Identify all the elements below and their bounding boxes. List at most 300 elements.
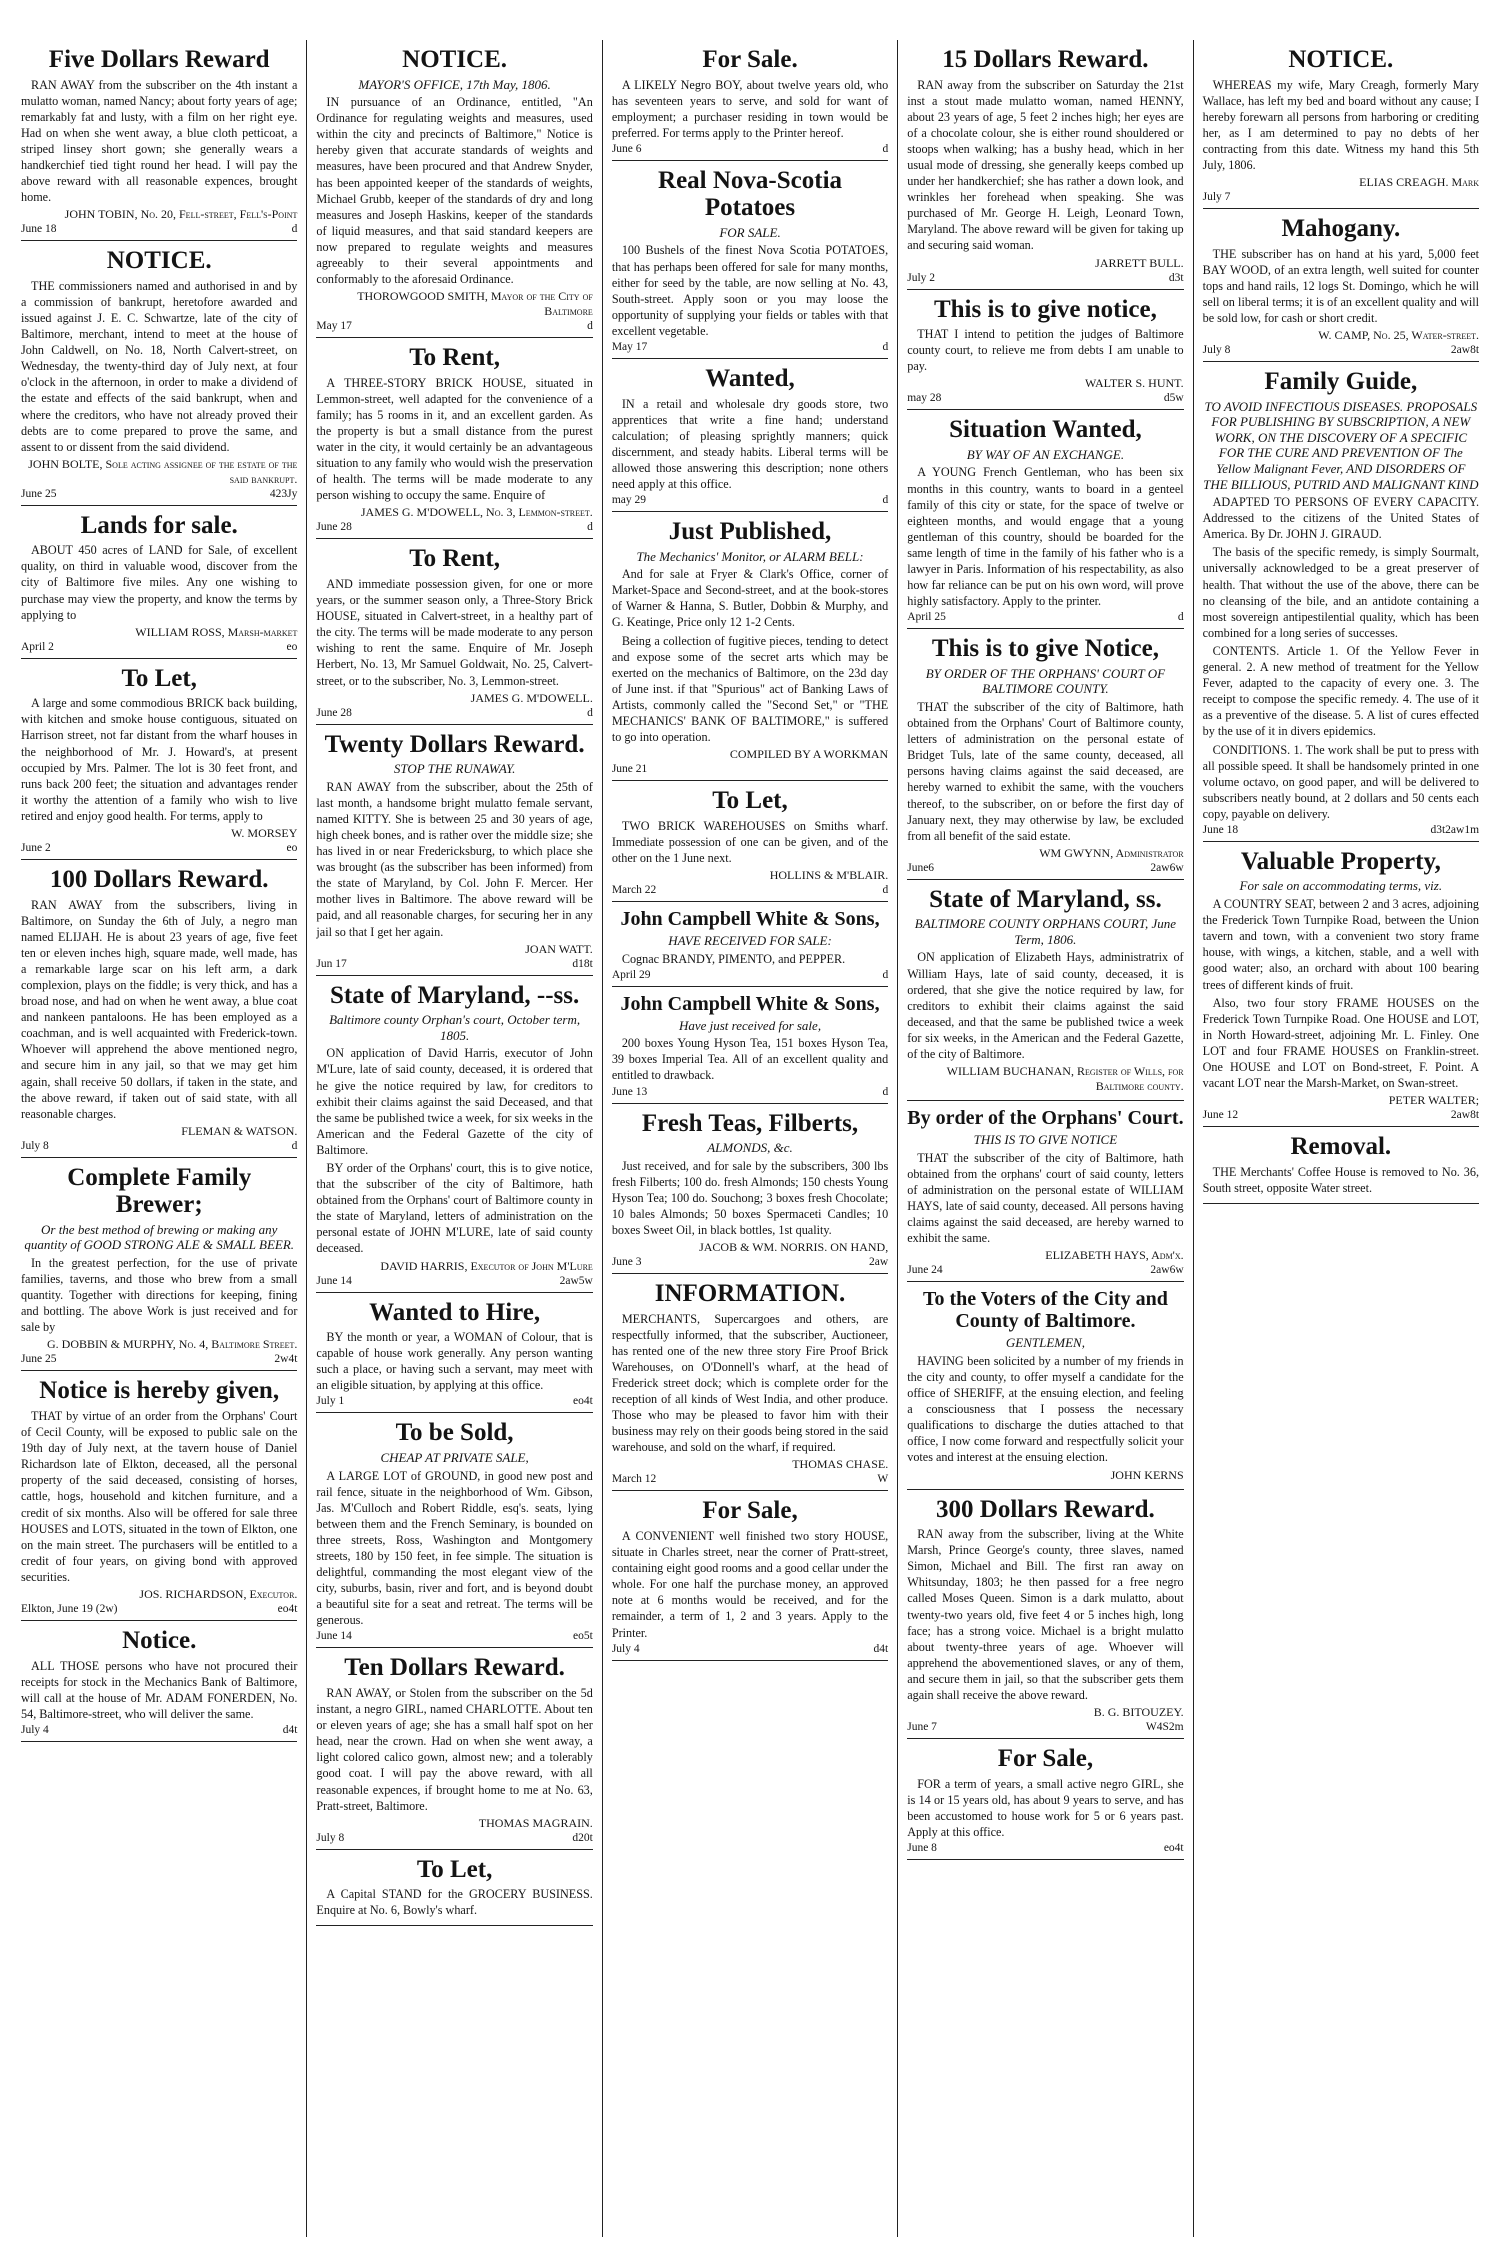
- ad-dateline: [612, 341, 888, 353]
- ad-signature: JAMES G. M'DOWELL, No. 3, Lemmon-street.: [360, 505, 593, 520]
- ad-insertion-mark: 2aw: [869, 1256, 889, 1269]
- ad-paragraph: RAN AWAY from the subscriber on the 4th instant a mulatto woman, named Nancy; about forty years of age; remarkably fat and lusty, with a film on her right eye. Had on when she went away, a blue cloth petticoat, a striped linsey short gown; she generally wears a handkerchief tied tight round her head. I will pay the above reward with all reasonable expences, brought home.: [21, 77, 298, 205]
- ad-signature: JACOB & WM. NORRIS. ON HAND,: [699, 1240, 889, 1255]
- ad-title: NOTICE.: [106, 247, 212, 275]
- ad-signature: DAVID HARRIS, Executor of John M'Lure: [380, 1258, 593, 1273]
- ad-paragraph: THAT I intend to petition the judges of Baltimore county court, to relieve me from debts I am unable to pay.: [907, 327, 1184, 374]
- ad-insertion-mark: eo4t: [1163, 1841, 1184, 1854]
- ad-paragraph: RAN AWAY, or Stolen from the subscriber on the 5d instant, a negro GIRL, named CHARLOTTE. About ten or eleven years of age; she has a small half spot on her head, near the crown. Had on when she went away, a light colored calico gown, almost new; and a tolerably good coat. I will pay the above reward, with all reasonable expences, if brought home to me at No. 63, Pratt-street, Baltimore.: [316, 1685, 593, 1813]
- ad-title: Fresh Teas, Filberts,: [641, 1109, 859, 1137]
- ad-insertion-mark: 2aw8t: [1450, 1109, 1480, 1122]
- ad-insertion-mark: d: [587, 706, 593, 719]
- ad-date: June 6: [611, 142, 642, 155]
- ad-body: [1203, 896, 1479, 1091]
- ad-subtitle: CHEAP AT PRIVATE SALE,: [380, 1449, 529, 1465]
- ad-dateline: [612, 884, 888, 896]
- ad-paragraph: CONDITIONS. 1. The work shall be put to press with all possible speed. It shall be handsomely printed in one volume octavo, on good paper, and will be delivered to subscribers neatly bound, at 2 dollars and 50 cents each copy, payable on delivery.: [1202, 742, 1480, 821]
- ad-paragraph: ABOUT 450 acres of LAND for Sale, of excellent quality, on third in valuable wood, discover from the city of Baltimore five miles. Any one wishing to purchase may view the property, and know the terms by applying to: [21, 543, 298, 622]
- ad-title: Twenty Dollars Reward.: [324, 730, 585, 758]
- ad-title: For Sale.: [702, 46, 798, 73]
- ad-dateline: [907, 611, 1183, 623]
- ad-body: [612, 1158, 888, 1238]
- ad-paragraph: THE commissioners named and authorised in and by a commission of bankrupt, heretofore awarded and issued against J. E. C. Schwartze, late of the city of Baltimore, merchant, intend to meet at the house of John Caldwell, on No. 18, North Calvert-street, on Wednesday, the twenty-third day of July next, at four o'clock in the afternoon, in order to make a dividend of the estate and effects of the said bankrupt, when and where the creditors, who have not already proved their debts are to come prepared to prove the same, and assent to or dissent from the said dividend.: [21, 278, 298, 454]
- ad-title: Five Dollars Reward: [48, 46, 270, 73]
- ad-paragraph: In the greatest perfection, for the use of private families, taverns, and those who brew from a small quantity. Together with directions for keeping, fining and bottling. The above Work is just received and for sale by: [21, 1256, 298, 1335]
- ad-dateline: [612, 763, 888, 775]
- ad-body: [907, 949, 1183, 1062]
- advertisement: [21, 1158, 297, 1372]
- ad-dateline: [21, 1140, 297, 1152]
- column-1: [12, 40, 307, 2237]
- ad-date: may 29: [611, 494, 646, 507]
- ad-body: [21, 897, 297, 1122]
- ad-paragraph: 200 boxes Young Hyson Tea, 151 boxes Hyson Tea, 39 boxes Imperial Tea. All of an excellent quality and entitled to drawback.: [611, 1036, 889, 1083]
- ad-signature: WILLIAM BUCHANAN, Register of Wills, for Baltimore county.: [946, 1064, 1184, 1094]
- advertisement: [612, 1104, 888, 1275]
- ad-paragraph: ADAPTED TO PERSONS OF EVERY CAPACITY. Addressed to the citizens of the United States of America. By Dr. JOHN J. GIRAUD.: [1202, 495, 1480, 542]
- ad-dateline: [612, 494, 888, 506]
- ad-insertion-mark: d3t: [1168, 271, 1184, 284]
- advertisement: [612, 1491, 888, 1660]
- ad-dateline: [907, 1264, 1183, 1276]
- ad-title: Removal.: [1290, 1133, 1392, 1161]
- ad-dateline: [316, 707, 592, 719]
- advertisement: [21, 40, 297, 241]
- ad-body: [21, 77, 297, 206]
- ad-title: To be Sold,: [395, 1419, 514, 1447]
- ad-subtitle: GENTLEMEN,: [1005, 1335, 1085, 1351]
- ad-title: INFORMATION.: [654, 1280, 846, 1308]
- advertisement: [612, 1274, 888, 1491]
- ad-insertion-mark: d: [587, 521, 593, 534]
- ad-subtitle: BY WAY OF AN EXCHANGE.: [966, 446, 1125, 462]
- advertisement: [316, 1293, 592, 1414]
- ad-insertion-mark: d4t: [873, 1642, 889, 1655]
- ad-body: [316, 576, 592, 689]
- ad-paragraph: A YOUNG French Gentleman, who has been six months in this country, wants to board in a genteel family of this city or state, for the space of twelve or eighteen months, and would engage that a young gentleman of this country, should be boarded for the same length of time in the family of his father who is a lawyer in Paris. Information of his respectability, as also how far reliance can be put on his own word, will prove highly satisfactory. Apply to the printer.: [907, 465, 1184, 609]
- ad-signature: ELIZABETH HAYS, Adm'x.: [1045, 1248, 1184, 1263]
- ad-paragraph: AND immediate possession given, for one or more years, or the summer season only, a Three-Story Brick HOUSE, situated in Calvert-street, in a healthy part of the city. The terms will be made moderate to any person wishing to rent the same. Enquire of Mr. Joseph Herbert, No. 13, Mr Samuel Goldwait, No. 25, Calvert-street, or to the subscriber, No. 3, Lemmon-street.: [316, 576, 593, 688]
- advertisement: [1203, 362, 1479, 842]
- ad-body: [612, 396, 888, 493]
- ad-dateline: [907, 272, 1183, 284]
- ad-date: Elkton, June 19 (2w): [21, 1603, 118, 1615]
- ad-date: June 12: [1202, 1109, 1239, 1122]
- ad-body: [907, 326, 1183, 374]
- ad-insertion-mark: 2aw5w: [559, 1274, 593, 1287]
- ad-paragraph: A LIKELY Negro BOY, about twelve years old, who has seventeen years to serve, and sold for want of employment; a purchaser residing in town would be preferred. For terms apply to the Printer hereof.: [611, 77, 889, 140]
- ad-dateline: [21, 1724, 297, 1736]
- ad-date: Jun 17: [316, 957, 347, 970]
- ad-title: Lands for sale.: [80, 511, 238, 539]
- ad-paragraph: A large and some commodious BRICK back building, with kitchen and smoke house contiguous, situated on Harrison street, not far distant from the wharf houses in the neighborhood of Mr. J. Howard's, at present occupied by Mrs. Palmer. The lot is 30 feet front, and runs back 200 feet; the situation and advantages render it worthy the attention of a family who wish to live retired and enjoy good health. For terms, apply to: [21, 696, 298, 823]
- ad-body: [316, 779, 592, 940]
- advertisement: [21, 860, 297, 1158]
- ad-paragraph: ON application of Elizabeth Hays, administratrix of William Hays, late of said county, deceased, it is ordered, that she give the notice required by law, for creditors to exhibit their claims against the said deceased, and that the same be published twice a week for six weeks, in the American and the Federal Gazette, of the city of Baltimore.: [907, 950, 1184, 1062]
- ad-body: [21, 278, 297, 455]
- ad-title: To Let,: [416, 1855, 493, 1883]
- ad-paragraph: RAN AWAY from the subscribers, living in Baltimore, on Sunday the 6th of July, a negro man named ELIJAH. He is about 23 years of age, five feet ten or eleven inches high, square made, well made, has a remarkable large scar on his left arm, a dark complexion, plays on the fiddle; is very thick, and has a broad nose, and had on when he went away, a blue coat and nankeen pantaloons. He has been employed as a coachman, and is well acquainted with Frederick-town. Whoever will apprehend the above mentioned negro, and secure him in any jail, so that we may get him again, shall receive 50 dollars, if taken in the state, and the above reward, if taken out of said state, with all reasonable charges.: [21, 897, 298, 1121]
- ad-body: [612, 818, 888, 866]
- ad-title: State of Maryland, --ss.: [329, 981, 580, 1009]
- ad-paragraph: BY order of the Orphans' court, this is to give notice, that the subscriber of the city of Baltimore, hath obtained from the Orphans' court of Baltimore county in the state of Maryland, letters of administration on the personal estate of JOHN M'LURE, late of said county deceased.: [316, 1161, 593, 1256]
- ad-title: John Campbell White & Sons,: [620, 992, 880, 1015]
- advertisement: [21, 1371, 297, 1621]
- ad-date: May 17: [316, 320, 352, 333]
- advertisement: [907, 1490, 1183, 1740]
- ad-paragraph: Just received, and for sale by the subscribers, 300 lbs fresh Filberts; 100 do. fresh Almonds; 150 chests Young Hyson Tea; 100 do. Souchong; 3 boxes fresh Chocolate; 10 bales Almonds; 50 boxes Spermaceti Candles; 10 boxes Sweet Oil, in black bottles, 1st quality.: [611, 1158, 889, 1238]
- ad-date: May 17: [611, 341, 648, 354]
- ad-paragraph: RAN AWAY from the subscriber, about the 25th of last month, a handsome bright mulatto female servant, named KITTY. She is between 25 and 30 years of age, high cheek bones, and is rather over the middle size; she has lived in or near Fredericksburg, to which place she was brought (as the subscriber has been informed) from the state of Maryland, by Col. John F. Mercer. Her mother lives in Baltimore. The above reward will be paid, and all reasonable charges, for securing her in any jail so that I get her again.: [316, 779, 593, 939]
- ad-dateline: [1203, 344, 1479, 356]
- ad-title: Situation Wanted,: [949, 416, 1142, 444]
- ad-title: To Let,: [712, 787, 788, 815]
- ad-title: Notice is hereby given,: [39, 1377, 280, 1405]
- ad-insertion-mark: d18t: [572, 957, 593, 970]
- advertisement: [21, 1621, 297, 1742]
- advertisement: [21, 241, 297, 506]
- ad-paragraph: The basis of the specific remedy, is simply Sourmalt, universally acknowledged to be a great preserver of health. That without the use of the above, there can be no cleansing of the bile, and an antidote containing a most sovereign antipestilential quality, which has been combined for a long series of successes.: [1202, 545, 1480, 640]
- ad-insertion-mark: d: [882, 1085, 889, 1098]
- ad-date: June6: [907, 861, 935, 874]
- ad-insertion-mark: 2w4t: [274, 1353, 298, 1366]
- ad-title: To Rent,: [409, 545, 500, 573]
- ad-body: [907, 77, 1183, 254]
- advertisement: [612, 359, 888, 512]
- ad-subtitle: MAYOR'S OFFICE, 17th May, 1806.: [358, 76, 551, 92]
- ad-insertion-mark: d3t2aw1m: [1430, 823, 1480, 836]
- ad-body: [21, 1658, 297, 1722]
- advertisement: [316, 976, 592, 1293]
- ad-date: June 18: [1202, 823, 1239, 836]
- ad-title: Real Nova-Scotia Potatoes: [658, 166, 843, 222]
- ad-subtitle: For sale on accommodating terms, viz.: [1239, 878, 1443, 894]
- ad-signature: THOMAS MAGRAIN.: [478, 1815, 593, 1830]
- ad-title: NOTICE.: [402, 46, 508, 73]
- ad-signature: THOROWGOOD SMITH, Mayor of the City of Baltimore: [357, 289, 593, 319]
- advertisement: [21, 506, 297, 659]
- ad-date: June 25: [21, 487, 57, 500]
- ad-title: To Let,: [121, 664, 197, 692]
- ad-title: Mahogany.: [1281, 215, 1401, 243]
- ad-body: [907, 1150, 1183, 1247]
- column-3: [603, 40, 898, 2237]
- ad-subtitle: FOR SALE.: [719, 224, 781, 240]
- ad-title: Wanted to Hire,: [369, 1298, 541, 1326]
- ad-paragraph: Being a collection of fugitive pieces, tending to detect and expose some of the secret arts which may be exerted on the mechanics of Baltimore, on the 23d day of June inst. if that "Spurious" act of Banking Laws of Artists, commonly called the "Second Set," or "THE MECHANICS' BANK OF BALTIMORE," is suffered to go into operation.: [611, 633, 889, 745]
- ad-dateline: [612, 1256, 888, 1268]
- ad-date: July 8: [316, 1831, 345, 1844]
- ad-date: July 4: [611, 1642, 640, 1655]
- ad-body: [316, 1329, 592, 1393]
- ad-body: [21, 1408, 297, 1585]
- ad-signature: JARRETT BULL.: [1095, 255, 1184, 270]
- ad-date: June 24: [907, 1264, 943, 1277]
- ad-paragraph: IN a retail and wholesale dry goods store, two apprentices that write a fine hand; understand calculation; of pleasing sprightly manners; quick discernment, and steady habits. Liberal terms will be allowed those answering this description; none others need apply at this office.: [611, 396, 889, 491]
- ad-body: [316, 1468, 592, 1629]
- advertisement: [316, 1850, 592, 1927]
- advertisement: [612, 512, 888, 781]
- ad-dateline: [1203, 824, 1479, 836]
- ad-title: State of Maryland, ss.: [929, 885, 1162, 913]
- advertisement: [612, 781, 888, 902]
- ad-title: Complete Family Brewer;: [67, 1163, 252, 1219]
- ad-dateline: [612, 1086, 888, 1098]
- ad-body: [907, 1353, 1183, 1466]
- ad-title: This is to give notice,: [933, 295, 1157, 323]
- ad-paragraph: A THREE-STORY BRICK HOUSE, situated in Lemmon-street, well adapted for the convenience of a family; has 5 rooms in it, and an excellent garden. As the property is but a small distance from the purest water in the city, it would certainly be an advantageous situation to any family who would wish the preservation of health. The terms will be made moderate to any person wishing to occupy the same. Enquire of: [316, 375, 593, 503]
- ad-body: [316, 1886, 592, 1918]
- ad-date: April 2: [21, 640, 54, 653]
- ad-title: Family Guide,: [1264, 368, 1418, 396]
- ad-body: [612, 77, 888, 141]
- ad-date: June 7: [907, 1721, 937, 1734]
- ad-title: To the Voters of the City and County of Baltimore.: [923, 1288, 1168, 1333]
- ad-body: [316, 1045, 592, 1256]
- ad-body: [907, 1776, 1183, 1840]
- advertisement: [907, 880, 1183, 1101]
- advertisement: [1203, 842, 1479, 1127]
- column-5: [1194, 40, 1488, 2237]
- ad-signature: COMPILED BY A WORKMAN: [729, 747, 889, 762]
- ad-insertion-mark: d: [882, 884, 889, 896]
- ad-subtitle: ALMONDS, &c.: [707, 1140, 793, 1156]
- ad-date: June 21: [611, 763, 648, 776]
- ad-signature: JOHN BOLTE, Sole acting assignee of the estate of the said bankrupt.: [28, 456, 298, 486]
- ad-body: [907, 1526, 1183, 1703]
- ad-body: [1203, 494, 1479, 822]
- ad-insertion-mark: 2aw8t: [1450, 344, 1480, 357]
- ad-subtitle: Or the best method of brewing or making any quantity of GOOD STRONG ALE & SMALL BEER.: [24, 1221, 295, 1253]
- column-2: [307, 40, 602, 2237]
- ad-paragraph: A LARGE LOT of GROUND, in good new post and rail fence, situate in the neighborhood of Wm. Gibson, Jas. M'Culloch and Robert Riddle, esq's. seats, lying between them and the French Seminary, is bounded on three streets, Ross, Washington and Montgomery streets, 180 by 150 feet, in fee simple. The situation is delightful, commanding the most elegant view of the city, suburbs, basin, river and fort, and is beyond doubt a beautiful site for a seat and retreat. The terms will be generous.: [316, 1468, 593, 1628]
- ad-signature: JAMES G. M'DOWELL.: [470, 690, 593, 705]
- ad-signature: WM GWYNN, Administrator: [1039, 845, 1184, 860]
- ad-paragraph: BY the month or year, a WOMAN of Colour, that is capable of house work generally. Any person wanting such a place, or having such a servant, may meet with an eligible situation, by applying at this office.: [316, 1330, 593, 1393]
- ad-signature: ELIAS CREAGH. Mark: [1359, 175, 1480, 190]
- ad-paragraph: RAN away from the subscriber, living at the White Marsh, Prince George's county, three slaves, named Simon, Michael and Bill. The first ran away on Whitsunday, 1803; he then passed for a free negro called Moses Queen. Simon is a dark mulatto, about twenty-two years old, five feet 4 or 5 inches high, long face; has a strong voice. Michael is a bright mulatto about twenty-three years of age. Whoever will apprehend the abovementioned slaves, or any of them, and secure them in jail, so that the subscriber gets them again shall receive the above reward.: [907, 1527, 1184, 1702]
- ad-dateline: [612, 1643, 888, 1655]
- advertisement: [907, 410, 1183, 629]
- ad-paragraph: HAVING been solicited by a number of my friends in the city and county, to offer myself a candidate for the office of SHERIFF, at the ensuing election, and feeling a consciousness that I possess the necessary qualifications to discharge the duties attached to that office, I now come forward and respectfully solicit your votes and interest at the ensuing election.: [907, 1353, 1184, 1465]
- ad-paragraph: MERCHANTS, Supercargoes and others, are respectfully informed, that the subscriber, Auctioneer, has rented one of the new three story Fire Proof Brick Warehouses, on O'Donnell's wharf, at the head of Frederick street dock; which is complete order for the reception of all kinds of West India, and other produce. Those who may be pleased to favor him with their business may rely on their goods being stored in the said warehouse, and sold on the wharf, if required.: [611, 1311, 889, 1455]
- ad-insertion-mark: 2aw6w: [1150, 861, 1184, 874]
- ad-dateline: [612, 1473, 888, 1485]
- ad-signature: JOHN TOBIN, No. 20, Fell-street, Fell's-Point: [64, 207, 298, 222]
- ad-insertion-mark: d: [882, 142, 889, 155]
- ad-paragraph: THE subscriber has on hand at his yard, 5,000 feet BAY WOOD, of an extra length, well suited for counter tops and hand rails, 12 logs St. Domingo, which he will sell on liberal terms; it is of an excellent quality and will be sold low, for cash or short credit.: [1202, 246, 1480, 325]
- ad-signature: HOLLINS & M'BLAIR.: [769, 868, 889, 882]
- ad-paragraph: And for sale at Fryer & Clark's Office, corner of Market-Space and Second-street, and at the book-stores of Warner & Hanna, S. Butler, Dobbin & Murphy, and G. Keatinge, Price only 12 1-2 Cents.: [611, 567, 889, 630]
- ad-date: July 1: [316, 1395, 345, 1408]
- advertisement: [1203, 209, 1479, 362]
- ad-insertion-mark: d: [882, 341, 889, 354]
- ad-paragraph: IN pursuance of an Ordinance, entitled, "An Ordinance for regulating weights and measures, used within the city and precincts of Baltimore," Notice is hereby given that accurate standards of weights and measures, have been procured and that Andrew Snyder, has been appointed keeper of the standards of weights, Michael Grubb, keeper of the standards of dry and long measures and Joseph Haskins, keeper of the standards of liquid measures, and that said standard keepers are now prepared to regulate weights and measures agreeably to their several appointments and conformably to the aforesaid Ordinance.: [316, 95, 593, 287]
- ad-title: Valuable Property,: [1240, 847, 1441, 875]
- advertisement: [907, 290, 1183, 411]
- ad-paragraph: THAT by virtue of an order from the Orphans' Court of Cecil County, will be exposed to public sale on the 19th day of July next, at the tavern house of Daniel Richardson late of Elkton, deceased, all the personal property of the said deceased, consisting of horses, cattle, hogs, household and kitchen furniture, and a credit of six months. Also will be offered for sale three HOUSES and LOTS, situated in the town of Elkton, one on the main street. The purchasers will be entitled to a credit of four years, on giving bond with approved securities.: [21, 1408, 298, 1584]
- ad-subtitle: Have just received for sale,: [678, 1017, 822, 1033]
- ad-signature: JOAN WATT.: [525, 941, 593, 956]
- ad-insertion-mark: W4S2m: [1145, 1721, 1184, 1734]
- advertisement: [1203, 40, 1479, 209]
- ad-insertion-mark: d20t: [572, 1831, 593, 1844]
- ad-date: June 28: [316, 521, 352, 534]
- ad-body: [1203, 77, 1479, 174]
- ad-signature: WALTER S. HUNT.: [1084, 376, 1184, 391]
- ad-date: March 12: [611, 1473, 657, 1486]
- ad-dateline: [316, 1630, 592, 1642]
- ad-paragraph: A CONVENIENT well finished two story HOUSE, situate in Charles street, near the corner of Pratt-street, containing eight good rooms and a good cellar under the whole. For one half the purchase money, an approved note at 6 months would be received, and for the remainder, a term of 1, 2 and 3 years. Apply to the Printer.: [611, 1528, 889, 1640]
- ad-title: John Campbell White & Sons,: [620, 908, 880, 930]
- ad-subtitle: The Mechanics' Monitor, or ALARM BELL:: [636, 548, 864, 564]
- ad-body: [612, 1035, 888, 1083]
- ad-dateline: [21, 223, 297, 235]
- ad-body: [612, 1528, 888, 1641]
- ad-signature: FLEMAN & WATSON.: [181, 1123, 298, 1138]
- ad-dateline: [316, 1832, 592, 1844]
- ad-subtitle: TO AVOID INFECTIOUS DISEASES. PROPOSALS FOR PUBLISHING BY SUBSCRIPTION, A NEW WORK, ON THE DISCOVERY OF A SPECIFIC FOR THE CURE AND PREVENTION OF The Yellow Malignant Fever, AND DISORDERS OF THE BILLIOUS, PUTRID AND MALIGNANT KIND: [1203, 398, 1479, 492]
- ad-body: [612, 566, 888, 745]
- ad-date: June 2: [21, 842, 51, 854]
- ad-paragraph: THAT the subscriber of the city of Baltimore, hath obtained from the Orphans' Court of Baltimore county, letters of administration on the personal estate of Bridget Tuls, late of the same county, deceased, all persons having claims against the said deceased, are hereby warned to exhibit the same, with the vouchers thereof, to the subscriber, on or before the first day of January next, they may otherwise by law, be excluded from all benefit of the said estate.: [907, 699, 1184, 843]
- ad-insertion-mark: W: [877, 1473, 889, 1486]
- ad-paragraph: Also, two four story FRAME HOUSES on the Frederick Town Turnpike Road. One HOUSE and LOT, in North Howard-street, adjoining Mr. L. Finley. One LOT and four FRAME HOUSES on Franklin-street. One HOUSE and LOT on Bond-street, F. Point. A vacant LOT near the Marsh-Market, on Swan-street.: [1202, 995, 1480, 1091]
- ad-body: [907, 464, 1183, 609]
- ad-insertion-mark: eo: [286, 842, 298, 854]
- ad-paragraph: ALL THOSE persons who have not procured their receipts for stock in the Mechanics Bank of Baltimore, will call at the house of Mr. ADAM FONERDEN, No. 54, Baltimore-street, who will deliver the same.: [21, 1658, 298, 1721]
- ad-dateline: [316, 1395, 592, 1407]
- advertisement: [316, 725, 592, 976]
- advertisement: [612, 902, 888, 987]
- ad-title: Wanted,: [705, 365, 795, 393]
- ad-date: April 29: [611, 968, 651, 981]
- ad-signature: W. MORSEY: [231, 826, 298, 840]
- ad-paragraph: Cognac BRANDY, PIMENTO, and PEPPER.: [621, 951, 846, 966]
- ad-dateline: [21, 1603, 297, 1615]
- ad-subtitle: BALTIMORE COUNTY ORPHANS COURT, June Term, 1806.: [914, 916, 1177, 947]
- ad-title: For Sale,: [997, 1745, 1094, 1773]
- ad-paragraph: RAN away from the subscriber on Saturday the 21st inst a stout made mulatto woman, named HENNY, about 23 years of age, 5 feet 2 inches high; her eyes are of a chocolate colour, she is either round shouldered or stoops when walking; has a bushy head, which in her usual mode of dressing, she generally keeps combed up under her handkerchief; she has rather a down look, and wrinkles her forehead when speaking. She was purchased of Mr. George H. Leigh, Leonard Town, Maryland. The above reward will be given for taking up and securing said woman.: [907, 77, 1184, 253]
- ad-title: For Sale,: [702, 1497, 798, 1525]
- ad-title: 15 Dollars Reward.: [942, 46, 1149, 73]
- advertisement: [907, 1282, 1183, 1489]
- advertisement: [316, 539, 592, 724]
- ad-date: July 8: [21, 1139, 49, 1152]
- ad-insertion-mark: 423Jy: [269, 487, 298, 500]
- ad-insertion-mark: d: [1177, 611, 1184, 624]
- ad-title: Notice.: [122, 1627, 197, 1654]
- ad-title: Ten Dollars Reward.: [344, 1654, 565, 1682]
- ad-body: [21, 695, 297, 824]
- advertisement: [316, 40, 592, 338]
- ad-dateline: [907, 392, 1183, 404]
- ad-dateline: [1203, 1109, 1479, 1121]
- ad-subtitle: STOP THE RUNAWAY.: [393, 761, 516, 777]
- ad-date: April 25: [907, 611, 946, 624]
- ad-dateline: [21, 488, 297, 500]
- ad-paragraph: WHEREAS my wife, Mary Creagh, formerly Mary Wallace, has left my bed and board without any cause; I hereby forewarn all persons from harboring or crediting her, as I am determined to pay no debts of her contracting from this date. Witness my hand this 5th July, 1806.: [1202, 77, 1480, 172]
- ad-insertion-mark: eo: [286, 640, 298, 653]
- ad-date: July 8: [1202, 344, 1231, 357]
- ad-subtitle: BY ORDER OF THE ORPHANS' COURT OF BALTIMORE COUNTY.: [925, 665, 1166, 697]
- ad-dateline: [907, 1721, 1183, 1733]
- ad-paragraph: THE Merchants' Coffee House is removed to No. 36, South street, opposite Water street.: [1202, 1164, 1480, 1195]
- ad-paragraph: A COUNTRY SEAT, between 2 and 3 acres, adjoining the Frederick Town Turnpike Road, between the Union tavern and town, with a convenient two story frame house, with wings, a kitchen, stable, and a well with good water; also, an orchard with about 100 bearing trees of different kinds of fruit.: [1202, 897, 1480, 992]
- ad-paragraph: THAT the subscriber of the city of Baltimore, hath obtained from the orphans' court of said county, letters of administration on the personal estate of WILLIAM HAYS, late of said county, deceased. All persons having claims against the said deceased, are hereby warned to exhibit the same.: [907, 1150, 1184, 1246]
- ad-body: [316, 1685, 592, 1814]
- ad-insertion-mark: d5w: [1163, 392, 1184, 405]
- ad-paragraph: A Capital STAND for the GROCERY BUSINESS. Enquire at No. 6, Bowly's wharf.: [316, 1887, 593, 1918]
- ad-paragraph: ON application of David Harris, executor of John M'Lure, late of said county, deceased, it is ordered that he give the notice required by law, for creditors to exhibit their claims against the said Deceased, and that the same be published twice a week, for six weeks in the American and the Federal Gazette of the city of Baltimore.: [316, 1046, 593, 1157]
- ad-signature: W. CAMP, No. 25, Water-street.: [1318, 328, 1480, 343]
- ad-dateline: [21, 641, 297, 653]
- ad-body: [1203, 246, 1479, 326]
- ad-paragraph: CONTENTS. Article 1. Of the Yellow Fever in general. 2. A new method of treatment for the Yellow Fever, adapted to the capacity of every one. 3. The receipt to compose the specific remedy. 4. The use of it as a preventive of the disease. 5. A list of cures effected by the use of it in divers epidemics.: [1202, 643, 1480, 739]
- column-4: [898, 40, 1193, 2237]
- advertisement: [316, 338, 592, 539]
- ad-signature: G. DOBBIN & MURPHY, No. 4, Baltimore Street.: [47, 1337, 298, 1352]
- ad-title: 300 Dollars Reward.: [936, 1495, 1155, 1523]
- ad-body: [612, 1311, 888, 1456]
- ad-dateline: [907, 1842, 1183, 1854]
- ad-date: June 8: [907, 1841, 937, 1854]
- advertisement: [907, 1739, 1183, 1860]
- ad-dateline: [612, 143, 888, 155]
- ad-dateline: [316, 521, 592, 533]
- ad-paragraph: 100 Bushels of the finest Nova Scotia POTATOES, that has perhaps been offered for sale for many months, either for seed by the table, are now selling at No. 43, South-street. Apply soon or you may loose the opportunity of supplying your fields or tables with that excellent vegetable.: [611, 243, 889, 338]
- ad-dateline: [21, 842, 297, 854]
- advertisement: [907, 40, 1183, 290]
- advertisement: [612, 161, 888, 359]
- ad-title: Just Published,: [668, 518, 832, 546]
- advertisement: [907, 1101, 1183, 1282]
- ad-date: June 18: [21, 223, 57, 236]
- ad-dateline: [316, 958, 592, 970]
- ad-title: To Rent,: [409, 344, 500, 372]
- ad-insertion-mark: d: [587, 320, 593, 333]
- ad-subtitle: HAVE RECEIVED FOR SALE:: [668, 933, 832, 948]
- ad-insertion-mark: d: [291, 223, 298, 236]
- ad-date: may 28: [907, 392, 942, 405]
- ad-paragraph: TWO BRICK WAREHOUSES on Smiths wharf. Immediate possession of one can be given, and of the other on the 1 June next.: [611, 818, 889, 865]
- ad-dateline: [907, 862, 1183, 874]
- ad-signature: JOS. RICHARDSON, Executor.: [139, 1587, 298, 1601]
- ad-date: March 22: [611, 884, 657, 896]
- advertisement: [1203, 1127, 1479, 1204]
- ad-dateline: [316, 320, 592, 332]
- advertisement: [316, 1413, 592, 1648]
- ad-body: [1203, 1164, 1479, 1196]
- ad-date: June 28: [316, 706, 352, 719]
- ad-subtitle: THIS IS TO GIVE NOTICE: [973, 1132, 1118, 1148]
- ad-date: June 14: [316, 1274, 352, 1287]
- advertisement: [907, 629, 1183, 880]
- ad-insertion-mark: 2aw6w: [1150, 1264, 1184, 1277]
- ad-body: [612, 951, 888, 967]
- ad-dateline: [1203, 191, 1479, 203]
- ad-body: [612, 242, 888, 339]
- ad-insertion-mark: eo4t: [573, 1395, 593, 1408]
- ad-subtitle: Baltimore county Orphan's court, October term, 1805.: [329, 1012, 581, 1043]
- ad-insertion-mark: d4t: [282, 1723, 298, 1736]
- ad-date: July 4: [21, 1723, 49, 1736]
- ad-insertion-mark: eo5t: [573, 1630, 593, 1643]
- advertisement: [612, 40, 888, 161]
- ad-date: June 25: [21, 1353, 57, 1366]
- ad-body: [21, 1255, 297, 1335]
- ad-signature: THOMAS CHASE.: [792, 1457, 889, 1472]
